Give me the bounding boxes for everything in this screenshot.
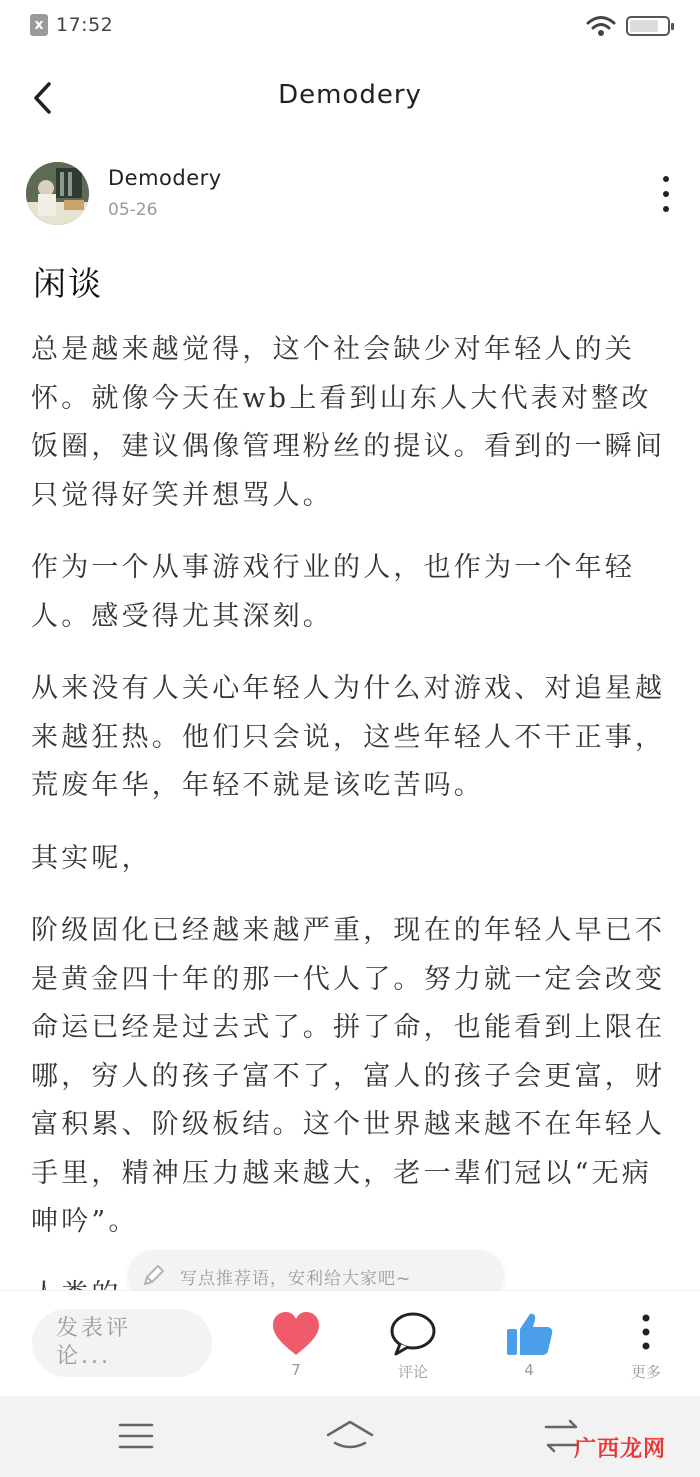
article-paragraph: 总是越来越觉得，这个社会缺少对年轻人的关怀。就像今天在wb上看到山东人大代表对整改饭圈，建议偶像管理粉丝的提议。看到的一瞬间只觉得好笑并想骂人。 — [31, 334, 666, 511]
more-vertical-dot — [663, 191, 669, 197]
author-name[interactable]: Demodery — [108, 166, 222, 190]
header — [0, 60, 700, 136]
speech-bubble-icon — [388, 1311, 438, 1357]
recommend-placeholder: 写点推荐语，安利给大家吧~ — [180, 1268, 412, 1289]
avatar-image — [26, 162, 89, 225]
like-button[interactable] — [256, 1311, 336, 1391]
thumbs-up-icon — [504, 1311, 554, 1357]
battery-icon — [626, 16, 670, 36]
heart-icon — [271, 1311, 321, 1357]
home-icon — [325, 1419, 375, 1453]
comment-label: 评论 — [397, 1363, 428, 1381]
watermark-logo: 广西龙网 — [573, 1437, 666, 1462]
menu-button[interactable] — [106, 1414, 166, 1458]
more-button[interactable] — [606, 1311, 686, 1391]
status-bar — [0, 0, 700, 52]
post-date: 05-26 — [108, 200, 158, 220]
more-vertical-icon — [663, 176, 669, 182]
article-body — [31, 326, 671, 1319]
comment-placeholder: 发表评论... — [56, 1316, 132, 1369]
bottom-action-bar — [0, 1290, 700, 1396]
article-paragraph: 作为一个从事游戏行业的人，也作为一个年轻人。感受得尤其深刻。 — [31, 552, 635, 632]
pencil-icon — [138, 1261, 168, 1291]
more-label: 更多 — [630, 1363, 661, 1381]
thumbs-up-button[interactable] — [489, 1311, 569, 1391]
like-count: 7 — [291, 1361, 301, 1379]
wifi-icon — [586, 15, 616, 37]
comment-input[interactable] — [32, 1309, 212, 1377]
status-left — [30, 14, 113, 36]
author-row — [26, 162, 676, 228]
menu-icon — [118, 1422, 154, 1450]
more-vertical-dot — [663, 206, 669, 212]
article-paragraph: 其实呢， — [31, 842, 152, 874]
article-paragraph: 阶级固化已经越来越严重，现在的年轻人早已不是黄金四十年的那一代人了。努力就一定会改变命运已经是过去式了。拼了命，也能看到上限在哪，穷人的孩子富不了，富人的孩子会更富，财富积累、阶级板结。这个世界越来越不在年轻人手里，精神压力越来越大，老一辈们冠以“无病呻吟”。 — [31, 915, 666, 1237]
home-button[interactable] — [320, 1414, 380, 1458]
more-vertical-icon — [636, 1311, 656, 1357]
comment-button[interactable] — [373, 1311, 453, 1391]
notification-icon: x — [30, 14, 48, 36]
article-paragraph: 从来没有人关心年轻人为什么对游戏、对追星越来越狂热。他们只会说，这些年轻人不干正事，荒废年华，年轻不就是该吃苦吗。 — [31, 673, 666, 801]
status-time: 17:52 — [56, 14, 114, 36]
status-right — [586, 15, 670, 37]
avatar[interactable] — [26, 162, 89, 225]
article-title: 闲谈 — [33, 264, 103, 303]
more-options-button[interactable] — [660, 176, 672, 212]
battery-level — [630, 20, 658, 32]
thumbs-up-count: 4 — [524, 1361, 534, 1379]
system-nav-bar — [0, 1396, 700, 1477]
page-title: Demodery — [278, 80, 422, 110]
